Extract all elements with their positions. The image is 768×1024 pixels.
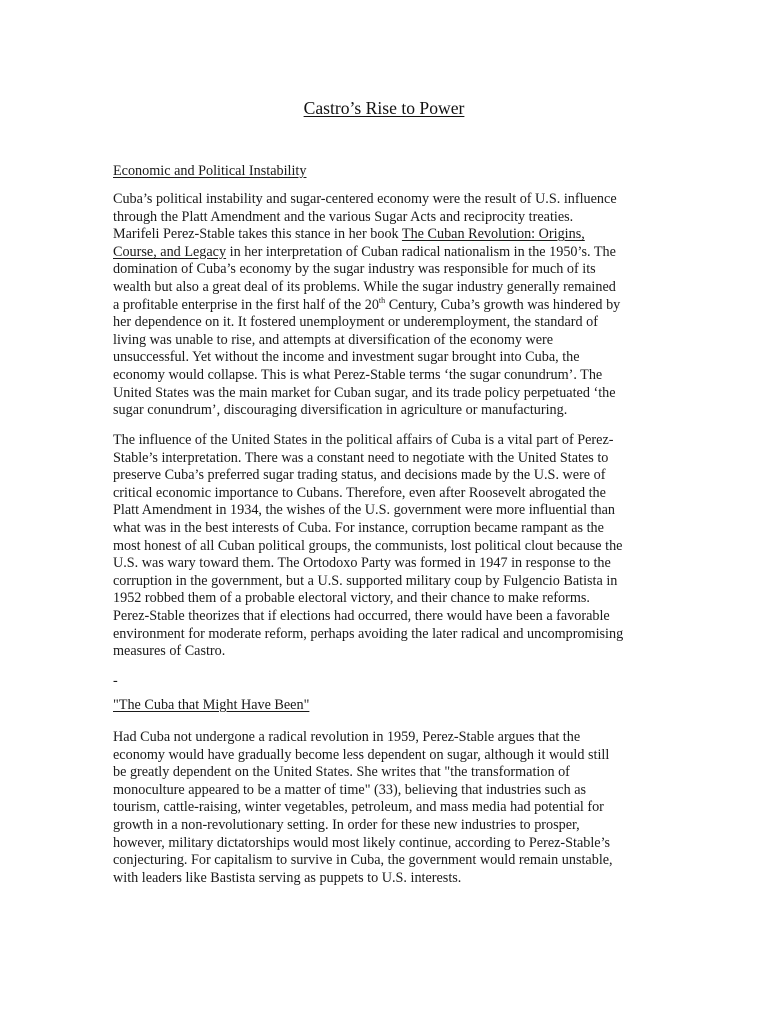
text-run: wealth but also a great deal of its problems. While the sugar industry generally remained (113, 278, 616, 295)
text-run: what was in the best interests of Cuba. For instance, corruption became rampant as the (113, 519, 604, 536)
paragraph-us-political-influence (113, 432, 713, 661)
text-line (113, 590, 713, 608)
text-run: Perez-Stable theorizes that if elections had occurred, there would have been a favorable (113, 607, 610, 624)
text-run: Platt Amendment in 1934, the wishes of the U.S. government were more influential than (113, 502, 615, 519)
text-run: Cuba’s political instability and sugar-centered economy were the result of U.S. influence (113, 191, 617, 207)
text-line (113, 729, 713, 747)
text-run: economy would have gradually become less dependent on sugar, although it would still (113, 746, 610, 763)
book-title-text: Course, and Legacy (113, 243, 227, 260)
text-run: critical economic importance to Cubans. Therefore, even after Roosevelt abrogated the (113, 484, 606, 501)
text-run: Century, Cuba’s growth was hindered by (385, 296, 621, 313)
section-heading-text: "The Cuba that Might Have Been" (113, 697, 310, 713)
section-heading-text: Economic and Political Instability (113, 163, 307, 179)
text-run: conjecturing. For capitalism to survive in Cuba, the government would remain unstable, (113, 852, 613, 869)
text-run: sugar conundrum’, discouraging diversification in agriculture or manufacturing. (113, 402, 568, 419)
text-run: monoculture appeared to be a matter of time" (33), believing that industries such as (113, 781, 587, 798)
text-run: Stable’s interpretation. There was a constant need to negotiate with the United States to (113, 449, 609, 466)
text-run: The influence of the United States in the political affairs of Cuba is a vital part of Perez- (113, 432, 614, 448)
text-run: corruption in the government, but a U.S. supported military coup by Fulgencio Batista in (113, 572, 618, 589)
section-heading-cuba-might-have-been (113, 697, 713, 714)
text-run: environment for moderate reform, perhaps avoiding the later radical and uncompromising (113, 625, 624, 642)
text-run: measures of Castro. (113, 643, 226, 660)
text-line (113, 349, 713, 367)
text-run: however, military dictatorships would most likely continue, according to Perez-Stable’s (113, 834, 611, 851)
text-run: unsuccessful. Yet without the income and investment sugar brought into Cuba, the (113, 349, 580, 366)
text-run: growth in a non-revolutionary setting. In order for these new industries to prosper, (113, 816, 580, 833)
text-line (113, 817, 713, 835)
text-run: Had Cuba not undergone a radical revolution in 1959, Perez-Stable argues that the (113, 729, 581, 745)
paragraph-alternative-history (113, 729, 713, 887)
text-line (113, 626, 713, 644)
text-run: economy would collapse. This is what Perez-Stable terms ‘the sugar conundrum’. The (113, 366, 603, 383)
text-run: tourism, cattle-raising, winter vegetables, petroleum, and mass media had potential for (113, 799, 604, 816)
text-line (113, 608, 713, 626)
separator-dash: - (113, 673, 118, 689)
text-line (113, 747, 713, 765)
book-title-text: The Cuban Revolution: Origins, (401, 226, 585, 243)
text-line (113, 450, 713, 468)
text-run: United States was the main market for Cuban sugar, and its trade policy perpetuated ‘the (113, 384, 616, 401)
text-line (113, 485, 713, 503)
text-line (113, 573, 713, 591)
superscript-text: th (378, 295, 386, 305)
text-line (113, 279, 713, 297)
text-line (113, 502, 713, 520)
text-line (113, 852, 713, 870)
text-line (113, 799, 713, 817)
text-line (113, 643, 713, 661)
text-run: 1952 robbed them of a probable electoral victory, and their chance to make reforms. (113, 590, 590, 607)
text-line (113, 367, 713, 385)
text-line (113, 314, 713, 332)
text-line (113, 538, 713, 556)
text-run: Marifeli Perez-Stable takes this stance in her book (113, 226, 402, 243)
text-line (113, 297, 713, 315)
text-run: be greatly dependent on the United States. She writes that "the transformation of (113, 764, 570, 781)
text-run: with leaders like Bastista serving as puppets to U.S. interests. (113, 869, 462, 886)
text-line (113, 209, 713, 227)
text-line (113, 261, 713, 279)
text-run: domination of Cuba’s economy by the sugar industry was responsible for much of its (113, 261, 596, 278)
text-line (113, 191, 713, 209)
text-line (113, 835, 713, 853)
text-line (113, 332, 713, 350)
text-run: through the Platt Amendment and the various Sugar Acts and reciprocity treaties. (113, 208, 574, 225)
text-run: living was unable to rise, and attempts at diversification of the economy were (113, 331, 554, 348)
text-run: U.S. was wary toward them. The Ortodoxo Party was formed in 1947 in response to the (113, 555, 611, 572)
text-line (113, 555, 713, 573)
text-run: her dependence on it. It fostered unemployment or underemployment, the standard of (113, 314, 598, 331)
text-line (113, 520, 713, 538)
text-line (113, 870, 713, 888)
text-run: in her interpretation of Cuban radical nationalism in the 1950’s. The (226, 243, 616, 260)
text-line (113, 244, 713, 262)
text-run: most honest of all Cuban political groups, the communists, lost political clout because the (113, 537, 623, 554)
document-title: Castro’s Rise to Power (303, 98, 465, 118)
text-line (113, 764, 713, 782)
text-line (113, 432, 713, 450)
text-line (113, 782, 713, 800)
text-line (113, 402, 713, 420)
section-heading-economic-political-instability (113, 163, 713, 180)
text-line (113, 467, 713, 485)
text-run: a profitable enterprise in the first half of the 20 (113, 296, 379, 313)
text-run: preserve Cuba’s preferred sugar trading status, and decisions made by the U.S. were of (113, 467, 606, 484)
text-line (113, 226, 713, 244)
text-line (113, 385, 713, 403)
paragraph-sugar-economy (113, 191, 713, 420)
